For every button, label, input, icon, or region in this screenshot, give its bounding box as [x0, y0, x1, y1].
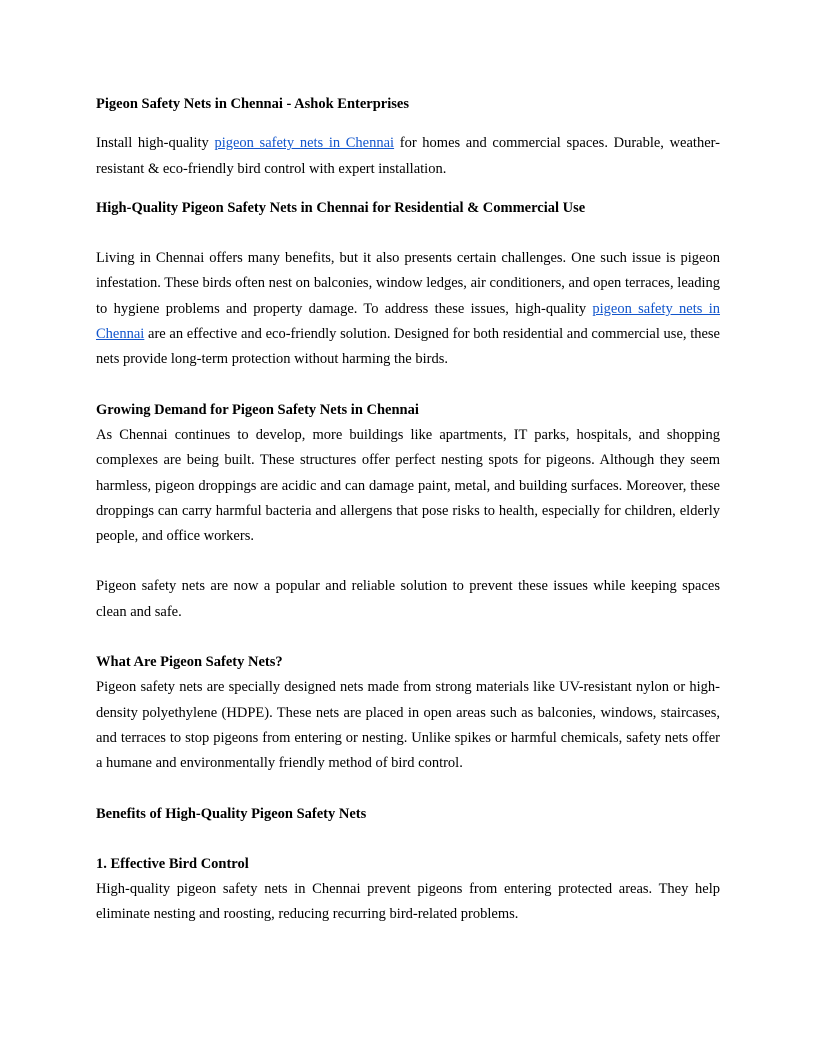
intro-link[interactable]: pigeon safety nets in Chennai: [214, 135, 395, 152]
living-text-after: are an effective and eco-friendly solution. Designed for both residential and commercial use, these nets provide long-term protection without harming the birds.: [96, 326, 720, 368]
main-heading: High-Quality Pigeon Safety Nets in Chennai for Residential & Commercial Use: [96, 199, 586, 216]
living-link[interactable]: pigeon safety nets in Chennai: [96, 300, 720, 343]
what-paragraph: Pigeon safety nets are specially designed nets made from strong materials like UV-resistant nylon or high-density polyethylene (HDPE). These nets are placed in open areas such as balconies, windows, staircases, and terraces to stop pigeons from entering or nesting. Unlike spikes or harmful chemicals, safety nets offer a humane and environmentally friendly method of bird control.: [96, 679, 720, 772]
benefit-1-paragraph: High-quality pigeon safety nets in Chennai prevent pigeons from entering protected areas. They help eliminate nesting and roosting, reducing recurring bird-related problems.: [96, 881, 720, 923]
living-text-before: Living in Chennai offers many benefits, but it also presents certain challenges. One such issue is pigeon infestation. These birds often nest on balconies, window ledges, air conditioners, and open terraces, leading to hygiene problems and property damage. To address these issues, high-quality: [96, 250, 720, 317]
intro-text-before: Install high-quality: [96, 135, 215, 152]
what-heading: What Are Pigeon Safety Nets?: [96, 654, 283, 671]
demand-paragraph-2: Pigeon safety nets are now a popular and reliable solution to prevent these issues while keeping spaces clean and safe.: [96, 578, 720, 620]
document-page: [96, 92, 720, 928]
living-paragraph: [96, 246, 720, 372]
document-title: Pigeon Safety Nets in Chennai - Ashok Enterprises: [96, 96, 409, 112]
benefits-heading: Benefits of High-Quality Pigeon Safety Nets: [96, 805, 367, 822]
benefit-1-heading: 1. Effective Bird Control: [96, 855, 249, 872]
intro-text-after: for homes and commercial spaces. Durable, weather-resistant & eco-friendly bird control with expert installation.: [96, 135, 721, 177]
demand-heading: Growing Demand for Pigeon Safety Nets in Chennai: [96, 401, 419, 418]
intro-paragraph: [96, 131, 720, 182]
demand-paragraph-1: As Chennai continues to develop, more buildings like apartments, IT parks, hospitals, and shopping complexes are being built. These structures offer perfect nesting spots for pigeons. Although they seem harmless, pigeon droppings are acidic and can damage paint, metal, and building surfaces. Moreover, these droppings can carry harmful bacteria and allergens that pose risks to health, especially for children, elderly people, and office workers.: [96, 426, 720, 545]
